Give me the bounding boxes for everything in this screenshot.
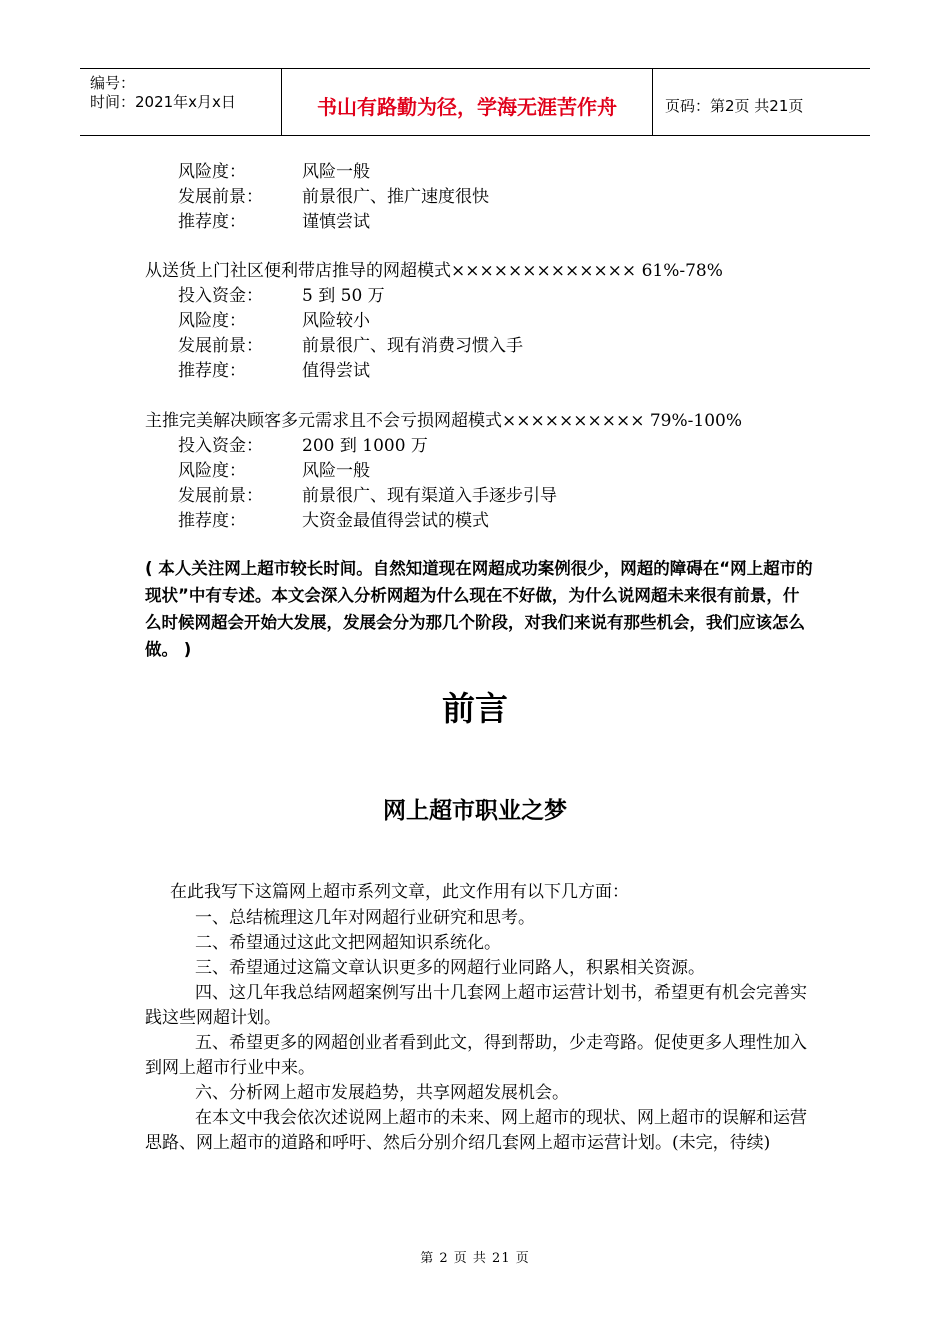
block1-row [178, 185, 489, 210]
header-page-cell [653, 69, 870, 135]
page-footer: 第 2 页 共 21 页 [420, 1251, 530, 1266]
section-heading: 前言 [442, 689, 508, 728]
author-note: ( 本人关注网上超市较长时间。自然知道现在网超成功案例很少，网超的障碍在“网上超市的现状”中有专述。本文会深入分析网超为什么现在不好做，为什么说网超未来很有前景，什么时候网超会开始大发展，发展会分为那几个阶段，对我们来说有那些机会，我们应该怎么做。 ) [145, 559, 813, 659]
block1-row [178, 210, 370, 235]
block2-row [178, 334, 523, 359]
block3-row-label: 推荐度： [178, 511, 246, 531]
header-page-info: 页码：第2页 共21页 [665, 97, 804, 115]
block2-row-value: 风险较小 [302, 311, 370, 331]
body-item: 三、希望通过这篇文章认识更多的网超行业同路人，积累相关资源。 [195, 958, 705, 978]
block3-row [178, 434, 428, 459]
document-date-label: 时间：2021年x月x日 [90, 93, 236, 111]
block3-row [178, 484, 557, 509]
body-item: 五、希望更多的网超创业者看到此文，得到帮助，少走弯路。促使更多人理性加入到网上超市行业中来。 [145, 1033, 807, 1078]
block2-row [178, 284, 385, 309]
body-item: 二、希望通过这此文把网超知识系统化。 [195, 933, 501, 953]
block2-row-value: 5 到 50 万 [302, 286, 385, 306]
header-motto: 书山有路勤为径，学海无涯苦作舟 [317, 95, 617, 119]
header-motto-cell [281, 69, 653, 135]
block3-row [178, 459, 370, 484]
page-header-table [80, 68, 870, 136]
body-intro: 在此我写下这篇网上超市系列文章，此文作用有以下几方面： [170, 882, 629, 902]
block3-title: 主推完美解决顾客多元需求且不会亏损网超模式×××××××××× 79%-100% [145, 411, 742, 431]
block3-row-label: 投入资金： [178, 436, 263, 456]
block3-row-label: 发展前景： [178, 486, 263, 506]
block1-row-value: 风险一般 [302, 162, 370, 182]
block3-row [178, 509, 489, 534]
block1-row-value: 前景很广、推广速度很快 [302, 187, 489, 207]
block1-row-label: 风险度： [178, 162, 246, 182]
body-item: 一、总结梳理这几年对网超行业研究和思考。 [195, 908, 535, 928]
block2-title: 从送货上门社区便利带店推导的网超模式××××××××××××× 61%-78% [145, 261, 723, 281]
body-item: 六、分析网上超市发展趋势，共享网超发展机会。 [195, 1083, 569, 1103]
body-item: 四、这几年我总结网超案例写出十几套网上超市运营计划书，希望更有机会完善实践这些网超计划。 [145, 983, 807, 1028]
block2-row-label: 推荐度： [178, 361, 246, 381]
block2-row [178, 359, 370, 384]
header-meta-cell [80, 69, 281, 135]
block3-row-value: 风险一般 [302, 461, 370, 481]
block1-row-label: 推荐度： [178, 212, 246, 232]
block1-row [178, 160, 370, 185]
block2-row [178, 309, 370, 334]
block3-row-value: 大资金最值得尝试的模式 [302, 511, 489, 531]
document-code-label: 编号： [90, 74, 136, 92]
body-item: 在本文中我会依次述说网上超市的未来、网上超市的现状、网上超市的误解和运营思路、网上超市的道路和呼吁、然后分别介绍几套网上超市运营计划。(未完，待续) [145, 1108, 807, 1153]
article-title: 网上超市职业之梦 [383, 798, 567, 824]
block2-row-label: 发展前景： [178, 336, 263, 356]
block2-row-label: 投入资金： [178, 286, 263, 306]
block3-row-value: 200 到 1000 万 [302, 436, 428, 456]
block2-row-value: 前景很广、现有消费习惯入手 [302, 336, 523, 356]
block2-row-value: 值得尝试 [302, 361, 370, 381]
block2-row-label: 风险度： [178, 311, 246, 331]
block3-row-label: 风险度： [178, 461, 246, 481]
block1-row-value: 谨慎尝试 [302, 212, 370, 232]
block3-row-value: 前景很广、现有渠道入手逐步引导 [302, 486, 557, 506]
block1-row-label: 发展前景： [178, 187, 263, 207]
